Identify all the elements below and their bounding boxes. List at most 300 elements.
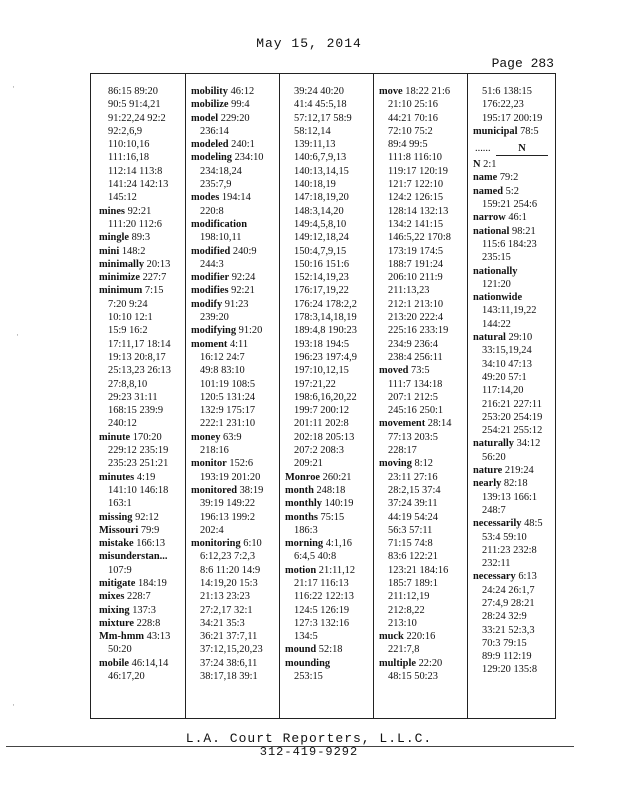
index-entry	[191, 284, 277, 297]
page-line-ref: 140:18,19	[294, 179, 336, 191]
page-line-ref: 8:12	[414, 458, 434, 470]
page-line-ref: 15:9 16:2	[108, 325, 148, 337]
page-line-ref: 107:9	[108, 564, 132, 576]
index-term: money	[191, 431, 221, 443]
index-term: model	[191, 112, 219, 124]
page-line-ref: 18:22 21:6	[405, 86, 451, 97]
page-line-ref: 92:21	[127, 205, 152, 217]
page-line-ref: 44:19 54:24	[388, 511, 438, 523]
page-line-ref: 21:10 25:16	[388, 99, 438, 111]
page-line-ref: 248:7	[482, 504, 506, 516]
page-line-ref: 36:21 37:7,11	[200, 631, 258, 643]
page-line-ref: 240:9	[232, 245, 257, 257]
page-line-ref: 227:7	[142, 272, 167, 284]
page-line-ref: 37:24 39:11	[388, 498, 438, 510]
index-column-5	[473, 85, 555, 712]
index-entry	[191, 324, 277, 337]
page-line-ref: 140:13,14,15	[294, 165, 349, 177]
page-line-ref: 77:13 203:5	[388, 431, 438, 443]
index-term: municipal	[473, 125, 518, 137]
page-line-ref: 188:7 191:24	[388, 258, 444, 270]
page-line-ref: 146:5,22 170:8	[388, 232, 451, 244]
transcript-date: May 15, 2014	[256, 36, 362, 51]
page-line-ref: 22:20	[418, 657, 443, 669]
page-line-ref: 189:4,8 190:23	[294, 325, 357, 337]
page-line-ref: 218:16	[200, 445, 229, 457]
page-line-ref: 33:15,19,24	[482, 345, 532, 357]
page-line-ref: 53:4 59:10	[482, 531, 527, 543]
index-term: mistake	[99, 538, 134, 550]
index-entry	[473, 291, 555, 331]
page-line-ref: 70:3 79:15	[482, 637, 527, 649]
index-term: month	[285, 484, 314, 496]
page-line-ref: 49:8 83:10	[200, 365, 245, 377]
page-line-ref: 98:21	[512, 225, 536, 237]
page-line-ref: 33:21 52:3,3	[482, 624, 535, 636]
index-entry	[285, 643, 371, 656]
page-line-ref: 206:10 211:9	[388, 272, 443, 284]
index-term: modify	[191, 298, 223, 310]
page-line-ref: 209:21	[294, 458, 323, 470]
column-divider	[467, 74, 468, 718]
page-line-ref: 147:18,19,20	[294, 192, 349, 204]
page-line-ref: 6:10	[243, 538, 262, 550]
page-line-ref: 178:3,14,18,19	[294, 312, 357, 324]
index-entry	[473, 570, 555, 676]
index-entry	[473, 125, 555, 138]
page-line-ref: 140:6,7,9,13	[294, 152, 347, 164]
page-line-ref: 207:1 212:5	[388, 391, 438, 403]
page-line-ref: 29:23 31:11	[108, 391, 158, 403]
page-line-ref: 212:8,22	[388, 604, 425, 616]
page-line-ref: 173:19 174:5	[388, 245, 444, 257]
index-column-4	[379, 85, 465, 712]
column-divider	[279, 74, 280, 718]
page-line-ref: 124:5 126:19	[294, 604, 350, 616]
page-line-ref: 58:12,14	[294, 125, 331, 137]
index-term: nearly	[473, 478, 502, 490]
page-line-ref: 51:6 138:15	[482, 86, 532, 97]
page-line-ref: 236:14	[200, 125, 229, 137]
index-entry	[191, 112, 277, 139]
index-entry	[285, 497, 371, 510]
page-line-ref: 253:15	[294, 671, 323, 683]
page-line-ref: 186:3	[294, 524, 318, 536]
index-term: monitor	[191, 458, 227, 470]
page-line-ref: 235:15	[482, 252, 511, 264]
page-line-ref: 211:13,23	[388, 285, 430, 297]
page-line-ref: 111:7 134:18	[388, 378, 443, 390]
page-line-ref: 163:1	[108, 498, 132, 510]
page-line-ref: 240:12	[108, 418, 137, 430]
index-term: misunderstan...	[99, 551, 168, 563]
index-term: minimize	[99, 272, 140, 284]
index-term: modeling	[191, 152, 232, 164]
page-line-ref: 193:18 194:5	[294, 338, 350, 350]
index-term: national	[473, 225, 510, 237]
page-line-ref: 211:12,19	[388, 591, 430, 603]
page-line-ref: 4:19	[136, 471, 156, 483]
page-line-ref: 2:1	[483, 159, 497, 171]
index-entry	[99, 604, 183, 617]
page-line-ref: 195:17 200:19	[482, 112, 543, 124]
index-term: modification	[191, 218, 247, 230]
page-line-ref: 46:12	[230, 86, 255, 97]
index-term: modified	[191, 245, 231, 257]
page-line-ref: 38:19	[239, 484, 264, 496]
page-line-ref: 198:10,11	[200, 232, 242, 244]
page-line-ref: 245:16 250:1	[388, 405, 444, 417]
index-term: Monroe	[285, 471, 321, 483]
page-line-ref: 19:13 20:8,17	[108, 351, 166, 363]
page-line-ref: 86:15 89:20	[108, 86, 158, 97]
index-term: morning	[285, 538, 324, 550]
page-line-ref: 75:15	[320, 511, 345, 523]
index-term: monthly	[285, 498, 322, 510]
page-line-ref: 152:6	[229, 458, 254, 470]
index-entry	[285, 511, 371, 538]
page-line-ref: 25:13,23 26:13	[108, 365, 171, 377]
index-term: nature	[473, 465, 503, 477]
page-line-ref: 220:8	[200, 205, 224, 217]
page-line-ref: 168:15 239:9	[108, 405, 164, 417]
index-term: Missouri	[99, 524, 139, 536]
page-line-ref: 198:6,16,20,22	[294, 391, 357, 403]
index-entry	[191, 151, 277, 191]
index-term: minutes	[99, 471, 135, 483]
index-entry	[99, 245, 183, 258]
index-entry	[99, 630, 183, 657]
index-entry	[99, 205, 183, 232]
page-line-ref: 49:20 57:1	[482, 371, 527, 383]
index-entry	[473, 477, 555, 517]
page-line-ref: 254:21 255:12	[482, 425, 543, 437]
page-line-ref: 92:2,6,9	[108, 125, 143, 137]
index-term: minimum	[99, 285, 143, 297]
page-line-ref: 82:18	[503, 478, 528, 490]
index-entry	[473, 158, 555, 171]
index-entry	[191, 218, 277, 245]
index-entry	[99, 590, 183, 603]
page-line-ref: 260:21	[322, 471, 352, 483]
page-line-ref: 27:4,9 28:21	[482, 597, 535, 609]
index-term: nationally	[473, 265, 518, 277]
page-line-ref: 229:12 235:19	[108, 445, 169, 457]
page-line-ref: 72:10 75:2	[388, 125, 433, 137]
page-line-ref: 221:7,8	[388, 644, 420, 656]
page-line-ref: 213:10	[388, 617, 417, 629]
page-line-ref: 50:20	[108, 644, 132, 656]
page-line-ref: 128:14 132:13	[388, 205, 449, 217]
index-entry	[285, 537, 371, 564]
index-term: necessarily	[473, 518, 522, 530]
page-line-ref: 39:19 149:22	[200, 498, 256, 510]
index-entry	[99, 511, 183, 524]
page-line-ref: 216:21 227:11	[482, 398, 542, 410]
page-line-ref: 239:20	[200, 312, 229, 324]
page-line-ref: 213:20 222:4	[388, 312, 444, 324]
page-line-ref: 141:24 142:13	[108, 179, 169, 191]
page-line-ref: 212:1 213:10	[388, 298, 444, 310]
index-entry	[473, 211, 555, 224]
page-line-ref: 111:20 112:6	[108, 218, 162, 230]
page-line-ref: 28:2,15 37:4	[388, 484, 441, 496]
index-column-2	[191, 85, 277, 712]
index-term: modifies	[191, 285, 229, 297]
index-entry	[191, 98, 277, 111]
index-column-3	[285, 85, 371, 712]
index-term: moved	[379, 365, 409, 377]
index-entry	[99, 85, 183, 205]
index-term: monitored	[191, 484, 237, 496]
page-line-ref: 28:14	[427, 418, 452, 430]
index-term: moving	[379, 458, 412, 470]
index-term: muck	[379, 631, 404, 643]
index-term: mini	[99, 245, 120, 257]
page-line-ref: 238:4 256:11	[388, 351, 443, 363]
page-line-ref: 139:11,13	[294, 139, 336, 151]
column-divider	[373, 74, 374, 718]
page-line-ref: 235:7,9	[200, 179, 232, 191]
page-line-ref: 34:10 47:13	[482, 358, 532, 370]
page-line-ref: 248:18	[316, 484, 346, 496]
index-entry	[379, 630, 465, 657]
index-entry	[191, 271, 277, 284]
index-term: name	[473, 172, 498, 184]
index-entry	[379, 417, 465, 457]
page-line-ref: 16:12 24:7	[200, 351, 245, 363]
page-line-ref: 234:10	[234, 152, 264, 164]
page-line-ref: 240:1	[231, 139, 255, 151]
page-line-ref: 150:4,7,9,15	[294, 245, 347, 257]
page-line-ref: 132:9 175:17	[200, 405, 256, 417]
index-term: modifier	[191, 272, 230, 284]
index-term: missing	[99, 511, 133, 523]
page-line-ref: 28:24 32:9	[482, 611, 527, 623]
page-line-ref: 166:13	[136, 538, 166, 550]
scan-speck: ·	[12, 700, 15, 710]
index-term: monitoring	[191, 538, 241, 550]
page-line-ref: 222:1 231:10	[200, 418, 256, 430]
index-entry	[379, 457, 465, 630]
page-line-ref: 90:5 91:4,21	[108, 99, 161, 111]
index-entry	[191, 338, 277, 431]
page-line-ref: 4:1,16	[325, 538, 352, 550]
page-line-ref: 10:10 12:1	[108, 312, 153, 324]
index-entry	[191, 431, 277, 458]
index-entry	[379, 657, 465, 684]
index-entry	[473, 464, 555, 477]
page-line-ref: 20:13	[146, 258, 171, 270]
index-entry	[285, 471, 371, 484]
page-line-ref: 99:4	[231, 99, 250, 111]
page-line-ref: 21:17 116:13	[294, 577, 349, 589]
index-term: months	[285, 511, 318, 523]
page-line-ref: 152:14,19,23	[294, 272, 349, 284]
page-line-ref: 123:21 184:16	[388, 564, 449, 576]
page-line-ref: 48:5	[524, 518, 543, 530]
index-term: move	[379, 86, 403, 97]
page-line-ref: 111:8 116:10	[388, 152, 442, 164]
page-line-ref: 89:3	[131, 232, 151, 244]
page-line-ref: 144:22	[482, 318, 511, 330]
index-term: natural	[473, 332, 506, 344]
page-line-ref: 184:19	[137, 577, 167, 589]
page-line-ref: 23:11 27:16	[388, 471, 438, 483]
page-line-ref: 91:22,24 92:2	[108, 112, 166, 124]
page-line-ref: 244:3	[200, 258, 224, 270]
page-line-ref: 150:16 151:6	[294, 258, 350, 270]
column-divider	[185, 74, 186, 718]
index-entry	[99, 284, 183, 430]
index-entry	[473, 171, 555, 184]
page-number: Page 283	[491, 56, 554, 71]
scan-speck: ·	[16, 330, 19, 340]
index-term: named	[473, 185, 504, 197]
page-line-ref: 44:21 70:16	[388, 112, 438, 124]
index-term: minute	[99, 431, 131, 443]
page-line-ref: 92:24	[231, 272, 256, 284]
index-entry	[285, 564, 371, 644]
page-line-ref: 137:3	[132, 604, 156, 616]
page-line-ref: 6:13	[518, 571, 537, 583]
index-term: mingle	[99, 232, 130, 244]
page-line-ref: 228:17	[388, 445, 417, 457]
page-line-ref: 110:10,16	[108, 139, 150, 151]
index-entry	[191, 138, 277, 151]
page-line-ref: 202:4	[200, 524, 224, 536]
index-term: movement	[379, 418, 426, 430]
page-line-ref: 7:20 9:24	[108, 298, 148, 310]
index-entry	[285, 85, 371, 471]
index-entry	[99, 657, 183, 684]
page-line-ref: 71:15 74:8	[388, 538, 433, 550]
page-line-ref: 37:12,15,20,23	[200, 644, 263, 656]
page-line-ref: 211:23 232:8	[482, 544, 537, 556]
page-line-ref: 176:17,19,22	[294, 285, 349, 297]
index-term: nationwide	[473, 292, 523, 304]
index-term: necessary	[473, 571, 516, 583]
page-line-ref: 196:13 199:2	[200, 511, 256, 523]
index-term: mixing	[99, 604, 130, 616]
page-line-ref: 159:21 254:6	[482, 199, 538, 211]
page-line-ref: 149:4,5,8,10	[294, 218, 347, 230]
page-line-ref: 124:2 126:15	[388, 192, 444, 204]
page-line-ref: 170:20	[132, 431, 162, 443]
page-line-ref: 176:24 178:2,2	[294, 298, 357, 310]
page-line-ref: 117:14,20	[482, 385, 524, 397]
page-line-ref: 27:2,17 32:1	[200, 604, 253, 616]
page-line-ref: 46:14,14	[131, 657, 169, 669]
page-line-ref: 56:20	[482, 451, 506, 463]
page-line-ref: 140:19	[324, 498, 354, 510]
index-entry	[191, 537, 277, 683]
page-line-ref: 73:5	[411, 365, 430, 377]
page-line-ref: 220:16	[406, 631, 436, 643]
page-line-ref: 63:9	[223, 431, 242, 443]
section-letter: N	[496, 142, 548, 156]
page-line-ref: 101:19 108:5	[200, 378, 256, 390]
index-entry	[99, 550, 183, 577]
index-entry	[99, 537, 183, 550]
index-term: moment	[191, 338, 228, 350]
index-entry	[99, 431, 183, 471]
page-line-ref: 92:12	[135, 511, 159, 523]
index-term: motion	[285, 564, 317, 576]
page-line-ref: 129:20 135:8	[482, 664, 538, 676]
index-entry	[473, 85, 555, 125]
page-line-ref: 27:8,8,10	[108, 378, 148, 390]
index-term: N	[473, 159, 481, 171]
page-line-ref: 145:12	[108, 192, 137, 204]
index-term: minimally	[99, 258, 145, 270]
index-term: mobilize	[191, 99, 229, 111]
index-term: modifying	[191, 325, 237, 337]
index-entry	[99, 471, 183, 511]
page-line-ref: 89:4 99:5	[388, 139, 428, 151]
index-entry	[99, 231, 183, 244]
page-line-ref: 201:11 202:8	[294, 418, 349, 430]
index-term: mixes	[99, 591, 125, 603]
index-entry	[191, 484, 277, 537]
index-term: mobile	[99, 657, 130, 669]
index-entry	[191, 245, 277, 272]
page-line-ref: 14:19,20 15:3	[200, 577, 258, 589]
index-entry	[191, 85, 277, 98]
page-line-ref: 225:16 233:19	[388, 325, 449, 337]
index-term: naturally	[473, 438, 514, 450]
index-term: narrow	[473, 212, 506, 224]
page-line-ref: 4:11	[229, 338, 249, 350]
index-term: multiple	[379, 657, 416, 669]
page-line-ref: 111:16,18	[108, 152, 150, 164]
page-line-ref: 185:7 189:1	[388, 577, 438, 589]
index-entry	[191, 457, 277, 484]
index-entry	[285, 657, 371, 684]
index-entry	[473, 265, 555, 292]
page-line-ref: 57:12,17 58:9	[294, 112, 352, 124]
page-line-ref: 89:9 112:19	[482, 651, 532, 663]
page-line-ref: 34:12	[516, 438, 541, 450]
page-line-ref: 21:11,12	[318, 564, 356, 576]
index-entry	[99, 258, 183, 271]
page-line-ref: 6:12,23 7:2,3	[200, 551, 256, 563]
page-line-ref: 119:17 120:19	[388, 165, 448, 177]
page-line-ref: 120:5 131:24	[200, 391, 256, 403]
page-line-ref: 34:21 35:3	[200, 617, 245, 629]
page-line-ref: 149:12,18,24	[294, 232, 349, 244]
page-line-ref: 141:10 146:18	[108, 484, 169, 496]
index-entry	[473, 225, 555, 265]
index-term: modeled	[191, 139, 229, 151]
page-line-ref: 229:20	[220, 112, 250, 124]
index-term: mixture	[99, 617, 135, 629]
page-line-ref: 116:22 122:13	[294, 591, 354, 603]
index-entry	[99, 617, 183, 630]
word-index-frame	[90, 73, 556, 719]
index-entry	[191, 191, 277, 218]
page-line-ref: 197:10,12,15	[294, 365, 349, 377]
index-entry	[473, 437, 555, 464]
page-line-ref: 6:4,5 40:8	[294, 551, 337, 563]
page-line-ref: 134:2 141:15	[388, 218, 444, 230]
page-line-ref: 176:22,23	[482, 99, 524, 111]
page-line-ref: 194:14	[221, 192, 251, 204]
index-entry	[285, 484, 371, 497]
index-term: mobility	[191, 86, 228, 97]
page-line-ref: 79:9	[140, 524, 160, 536]
page-line-ref: 7:15	[144, 285, 164, 297]
